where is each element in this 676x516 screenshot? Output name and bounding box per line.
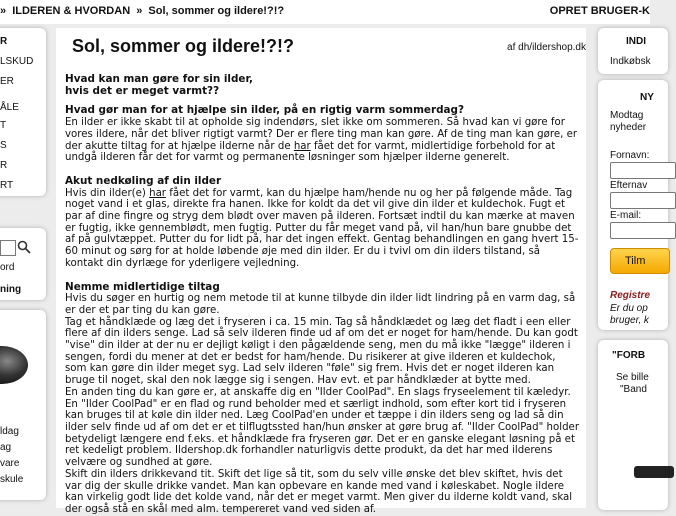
promo-text: "Band bbox=[620, 384, 647, 395]
search-label: ord bbox=[0, 262, 15, 273]
email-label: E-mail: bbox=[610, 210, 642, 221]
menu-item[interactable]: RT bbox=[0, 180, 14, 191]
author-byline: af dh/ildershop.dk bbox=[507, 42, 586, 53]
menu-item[interactable]: R bbox=[0, 160, 8, 171]
top-bar bbox=[0, 0, 650, 24]
left-search-panel bbox=[0, 228, 46, 300]
section-label: ning bbox=[0, 284, 22, 295]
menu-item[interactable]: S bbox=[0, 140, 7, 151]
article-paragraph: Hvis din ilder(e) har fået det for varmt, kan du hjælpe ham/hende nu og her på følgende måde. Tag noget vand i et glas, direkte fra hanen. Ikke for koldt da det vil give din ilder et kuldechok. Fugt et par af dine fingre og stryg dem blødt over maven på ilderen. Fortsæt indtil du kan mærke at maven er fugtig, ikke gennemblødt, men fugtig. Putter du får meget vand på, vil han/hun bare gnubbe det af på gulvtæppet. Putter du for lidt på, har det ingen effekt. Gentag behandlingen en gang hvert 15-60 minut og sørg for at holde løbende øje med din ilder. Er du i tvivl om din ilders tilstand, så kontakt din dyrlæge for yderligere vejledning. bbox=[65, 187, 579, 269]
registered-label: Registre bbox=[610, 290, 651, 301]
product-thumbnail[interactable] bbox=[634, 466, 674, 478]
menu-heading: R bbox=[0, 36, 8, 47]
intro-line: Hvad kan man gøre for sin ilder, bbox=[65, 73, 254, 85]
lastname-label: Efternav bbox=[610, 180, 648, 191]
breadcrumb-link-ilderen[interactable]: ILDEREN & HVORDAN bbox=[12, 5, 131, 17]
section-heading: Akut nedkøling af din ilder bbox=[65, 174, 222, 187]
registered-note: Er du op bbox=[610, 303, 648, 314]
left-product-panel bbox=[0, 310, 46, 500]
coolpad-product-image[interactable] bbox=[0, 346, 28, 384]
section-heading: Nemme midlertidige tiltag bbox=[65, 280, 220, 293]
breadcrumb-separator: » bbox=[136, 5, 143, 17]
menu-item[interactable]: ÅLE bbox=[0, 102, 19, 113]
menu-item[interactable]: ER bbox=[0, 76, 14, 87]
newsletter-text: nyheder bbox=[610, 122, 647, 133]
article-paragraph: Tag et håndklæde og læg det i fryseren i ca. 15 min. Tag så håndklædet og læg det fladt i een eller flere af din ilders senge. Lad så selv ilderen finde ud af om det er noget for ham/hende. Du kan godt "vise" din ilder at der nu er dejligt køligt i den pågældende seng, men du må ikke "lægge" ilderen i sengen, fordi du mener at det er bedst for ham/hende. Du risikerer at give ilderen et kuldechok, som kan gøre din ilder meget syg. Lad selv ilderen "føle" sig frem. Hvis det er noget ilderen kan bruge til noget, skal den nok lægge sig i sengen. Hav evt. et par håndklæder at bytte med. bbox=[65, 316, 578, 387]
cart-title: INDI bbox=[626, 36, 646, 47]
article-paragraph: Skift din ilders drikkevand tit. Skift det lige så tit, som du selv ville ønske det blev skiftet, hvis det var dig der skulle drikke vandet. Man kan opbevare en kande med vand i køleskabet. Nogle ildere kan virkelig godt lide det kolde vand, når det er meget varmt. Men giver du ilderne koldt vand, skal der også stå en skål med alm. tempereret vand ved siden af. bbox=[65, 468, 573, 515]
product-list-item[interactable]: skule bbox=[0, 474, 24, 485]
search-input[interactable] bbox=[0, 240, 16, 256]
cart-panel bbox=[598, 28, 668, 74]
newsletter-title: NY bbox=[640, 92, 654, 103]
cart-link[interactable]: Indkøbsk bbox=[610, 56, 651, 67]
promo-text: Se bille bbox=[616, 372, 649, 383]
breadcrumb bbox=[0, 5, 287, 17]
email-input[interactable] bbox=[610, 222, 676, 239]
registered-note: bruger, k bbox=[610, 315, 649, 326]
newsletter-text: Modtag bbox=[610, 110, 644, 121]
create-account-link[interactable]: OPRET BRUGER-K bbox=[549, 5, 650, 17]
main-content bbox=[56, 28, 586, 515]
left-menu-panel bbox=[0, 28, 46, 196]
lastname-input[interactable] bbox=[610, 192, 676, 209]
breadcrumb-separator: » bbox=[0, 5, 7, 17]
subscribe-button[interactable]: Tilm bbox=[610, 248, 670, 274]
newsletter-panel bbox=[598, 80, 668, 330]
breadcrumb-current: Sol, sommer og ildere!?!? bbox=[148, 5, 285, 17]
page-title: Sol, sommer og ildere!?!? bbox=[72, 36, 295, 56]
article-paragraph: Hvis du søger en hurtig og nem metode til at kunne tilbyde din ilder lidt lindring på en varm dag, så er der et par ting du kan gøre. bbox=[65, 293, 576, 316]
article-paragraph: En anden ting du kan gøre er, at anskaffe dig en "Ilder CoolPad". En slags fryseelement til kæledyr. En "Ilder CoolPad" er en flad og rund beholder med et særligt indhold, som efter kort tid i fryseren kan bruges til at køle din ilder ned. Læg CoolPad'en under et tæppe i din ilders seng og lad så din ilder selv finde ud af om det er et tilflugtssted han/hun ønsker at gøre brug af. "Ilder CoolPad" holder betydeligt længere end f.eks. et håndklæde fra fryseren gør. Det er en ganske elegant løsning på et ret kedeligt problem. Ildershop.dk forhandler naturligvis dette produkt, da det har med ilderens velvære og sundhed at gøre. bbox=[65, 386, 580, 469]
article-body bbox=[65, 74, 580, 516]
product-list-item[interactable]: ag bbox=[0, 442, 12, 453]
search-icon[interactable] bbox=[17, 240, 31, 254]
product-list-item[interactable]: vare bbox=[0, 458, 20, 469]
menu-item[interactable]: LSKUD bbox=[0, 56, 34, 67]
intro-line: hvis det er meget varmt?? bbox=[65, 84, 220, 97]
section-heading: Hvad gør man for at hjælpe sin ilder, på en rigtig varm sommerdag? bbox=[65, 104, 464, 117]
promo-panel bbox=[598, 340, 668, 510]
firstname-label: Fornavn: bbox=[610, 150, 650, 161]
article-paragraph: En ilder er ikke skabt til at opholde sig indendørs, slet ikke om sommeren. Så hvad kan vi gøre for vores ildere, når det bliver rigtigt varmt? Der er flere ting man kan gøre. Af de ting man kan gøre, er der akutte tiltag for at hjælpe ilderne når de har fået det for varmt, midlertidige forbehold for at undgå ilderen får det for varmt og permanente løsninger som hjælper ilderne generelt. bbox=[65, 117, 578, 164]
menu-item[interactable]: T bbox=[0, 120, 7, 131]
firstname-input[interactable] bbox=[610, 162, 676, 179]
promo-title: "FORB bbox=[612, 350, 646, 361]
product-list-item[interactable]: ldag bbox=[0, 426, 19, 437]
